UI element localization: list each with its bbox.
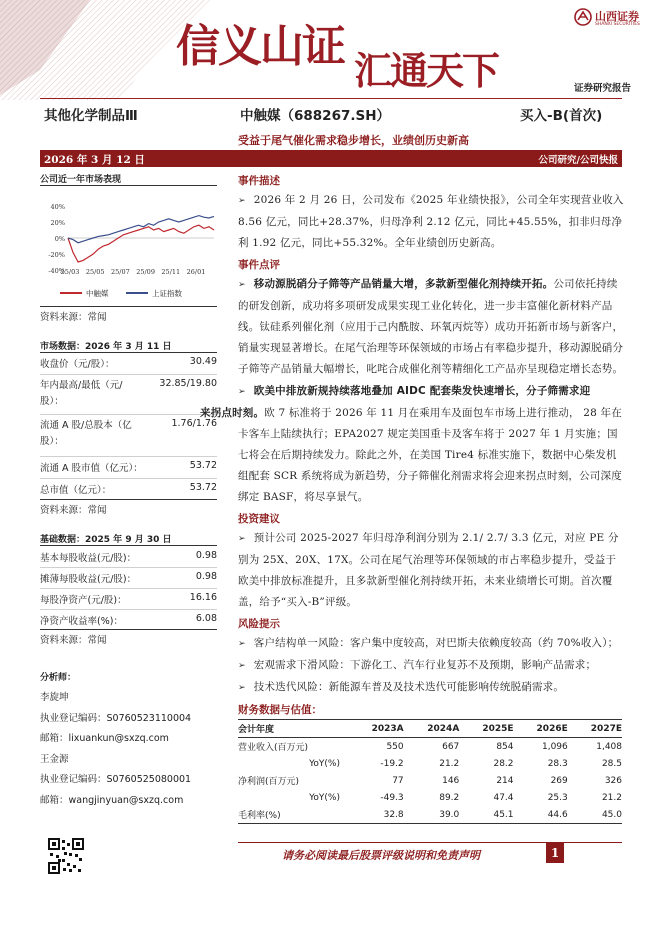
report-date: 2026 年 3 月 12 日 xyxy=(44,154,145,166)
divider xyxy=(40,374,217,375)
market-key: 流通 A 股市值（亿元）： xyxy=(40,463,143,474)
fin-table xyxy=(238,719,622,824)
fin-cell: 854 xyxy=(496,741,514,752)
basic-row xyxy=(40,571,217,585)
basic-bottom-rule xyxy=(40,629,217,630)
y-tick-label: -40% xyxy=(48,267,65,275)
risk-item xyxy=(238,655,626,677)
basic-value: 0.98 xyxy=(195,571,217,582)
slogan-char: 证 xyxy=(302,21,344,72)
footer-disclaimer: 请务必阅读最后股票评级说明和免责声明 xyxy=(282,849,480,862)
analyst-cert: 执业登记编码：S0760523110004 xyxy=(40,712,192,724)
comment-2-heading: 欧美中排放新规持续落地叠加 AIDC 配套柴发快速增长，分子筛需求迎 xyxy=(253,385,591,397)
fin-cell: 21.2 xyxy=(439,758,460,769)
comment-paragraph-1 xyxy=(238,274,626,380)
page-number: 1 xyxy=(546,843,564,863)
x-tick-label: 25/09 xyxy=(136,268,155,276)
fin-cell: 39.0 xyxy=(439,809,460,820)
series-line-中触媒 xyxy=(68,225,214,262)
bullet-icon: ➢ xyxy=(238,661,246,671)
slogan-char: 天 xyxy=(426,49,463,93)
analyst-list xyxy=(40,688,191,811)
slogan-char: 信 xyxy=(176,21,218,72)
header-rule xyxy=(40,98,622,99)
market-key: 年内最高/最低（元/ xyxy=(40,380,123,391)
fin-cell: 269 xyxy=(550,775,568,786)
x-tick-label: 25/03 xyxy=(60,268,80,276)
comment-1-heading: 移动源脱硝分子筛等产品销量大增，多款新型催化剂持续开拓。 xyxy=(253,278,554,290)
basic-source: 资料来源：常闻 xyxy=(40,635,107,646)
brand-logo-icon xyxy=(574,8,592,26)
date-bar xyxy=(40,150,622,167)
fin-row-label: YoY(%) xyxy=(309,792,340,803)
basic-row xyxy=(40,550,217,564)
perf-title: 公司近一年市场表现 xyxy=(40,175,122,185)
divider xyxy=(40,456,217,457)
stock-name: 中触媒（688267.SH） xyxy=(240,108,391,124)
fin-cell: 214 xyxy=(496,775,514,786)
fin-row xyxy=(238,789,622,806)
fin-header-row xyxy=(238,720,622,738)
x-tick-label: 25/07 xyxy=(111,268,130,276)
y-tick-label: -20% xyxy=(48,251,65,259)
comment-title: 事件点评 xyxy=(238,259,280,271)
fin-cell: -19.2 xyxy=(380,758,404,769)
market-value: 53.72 xyxy=(189,460,217,471)
fin-cell: 1,096 xyxy=(541,741,568,752)
fin-header-cell: 2025E xyxy=(459,720,513,738)
comment-2-heading-cont: 来拐点时刻。 xyxy=(200,407,265,419)
fin-cell: 28.2 xyxy=(493,758,514,769)
market-row xyxy=(40,356,217,376)
basic-key: 每股净资产(元/股)： xyxy=(40,595,127,606)
divider xyxy=(40,609,217,610)
fin-cell: 1,408 xyxy=(596,741,622,752)
invest-paragraph xyxy=(238,528,626,613)
analyst-cert: 执业登记编码：S0760525080001 xyxy=(40,774,192,785)
event-paragraph xyxy=(238,190,626,254)
analyst-email[interactable]: 邮箱：wangjinyuan@sxzq.com xyxy=(40,794,184,806)
comment-1-text: 公司依托持续的研发创新，成功将多项研发成果实现工业化转化，进一步丰富催化新材料产品线。钛硅系列催化剂（应用于己内酰胺、环氧丙烷等）成功开拓新市场与新客户，销量实现显著增长。在尾气治理等环保领域的市场占有率稳步提升，移动源脱硝分子筛等产品销量大幅增长，叱咤合成催化剂等精细化工产品亦呈现稳定增长态势。 xyxy=(238,278,624,375)
bullet-icon: ➢ xyxy=(238,534,246,544)
fin-header-cell: 会计年度 xyxy=(238,720,348,738)
bullet-icon: ➢ xyxy=(238,683,246,693)
analyst-title: 分析师： xyxy=(40,673,77,683)
market-key: 流通 A 股/总股本（亿 xyxy=(40,420,132,431)
market-value: 1.76/1.76 xyxy=(171,418,217,429)
fin-cell: 146 xyxy=(442,775,460,786)
market-value: 30.49 xyxy=(189,356,217,367)
basic-table xyxy=(40,545,217,633)
bullet-icon: ➢ xyxy=(238,387,246,397)
invest-title: 投资建议 xyxy=(238,513,280,525)
basic-value: 0.98 xyxy=(195,550,217,561)
slogan-char: 山 xyxy=(260,21,302,72)
slogan-char: 通 xyxy=(390,49,427,93)
risk-item xyxy=(238,633,626,655)
basic-value: 6.08 xyxy=(195,613,217,624)
footer-rule xyxy=(238,842,622,843)
divider xyxy=(40,567,217,568)
y-tick-label: 40% xyxy=(50,203,65,211)
fin-header-cell: 2027E xyxy=(568,720,622,738)
y-tick-label: 20% xyxy=(50,219,65,227)
bullet-icon: ➢ xyxy=(238,639,246,649)
fin-row-label: YoY(%) xyxy=(309,758,340,769)
market-key-cont: 股）： xyxy=(40,436,64,447)
fin-cell: 32.8 xyxy=(383,809,404,820)
bullet-icon: ➢ xyxy=(238,280,246,290)
divider xyxy=(40,588,217,589)
market-title: 市场数据：2026 年 3 月 11 日 xyxy=(40,342,172,352)
fin-row-label: 毛利率(%) xyxy=(238,811,281,821)
comment-2-text-cont: 28 年在卡客车上陆续执行；EPA2027 规定美国重卡及客车将于 2027 年 1 月实施；国七将会在后期持续发力。除此之外，在美国 Tire4 标准实施下，数据中心柴发机组配套 SCR 系统将成为新趋势，分子筛催化剂需求将会迎来拐点时刻，公司深度绑定 BASF，将尽享景气。 xyxy=(238,407,622,503)
divider xyxy=(40,478,217,479)
header-banner xyxy=(0,0,662,100)
rating: 买入-B(首次) xyxy=(520,108,603,124)
basic-key: 基本每股收益(元/股)： xyxy=(40,553,137,564)
brand-name-en: SHANXI SECURITIES xyxy=(595,22,640,27)
fin-cell: 47.4 xyxy=(493,792,514,803)
market-key: 总市值（亿元）： xyxy=(40,485,112,496)
brand-name: 山西证券 xyxy=(595,10,639,23)
fin-cell: 21.2 xyxy=(601,792,622,803)
analyst-name: 李旋坤 xyxy=(40,692,69,703)
bullet-icon: ➢ xyxy=(238,196,246,206)
fin-cell: 550 xyxy=(386,741,404,752)
fin-header-cell: 2024A xyxy=(404,720,460,738)
divider xyxy=(40,414,217,415)
risk-text: 宏观需求下滑风险：下游化工、汽车行业复苏不及预期，影响产品需求； xyxy=(253,659,597,671)
event-title: 事件描述 xyxy=(238,175,280,187)
x-tick-label: 25/05 xyxy=(85,268,105,276)
fin-row xyxy=(238,772,622,789)
report-type: 证券研究报告 xyxy=(574,83,632,94)
market-value: 32.85/19.80 xyxy=(159,378,217,389)
x-tick-label: 25/11 xyxy=(161,268,181,276)
fin-title: 财务数据与估值： xyxy=(238,704,322,716)
market-bottom-rule xyxy=(40,499,217,500)
legend-label: 中触媒 xyxy=(86,289,109,298)
basic-key: 净资产收益率(%)： xyxy=(40,616,123,627)
fin-header-cell: 2023A xyxy=(348,720,404,738)
fin-cell: -49.3 xyxy=(380,792,404,803)
invest-text: 预计公司 2025-2027 年归母净利润分别为 2.1/ 2.7/ 3.3 亿元，对应 PE 分别为 25X、20X、17X。公司在尾气治理等环保领域的市占率稳步提升，受益于欧美中排放标准提升，且多款新型催化剂持续开拓，未来业绩增长可期。首次覆盖，给予“买入-B”评级。 xyxy=(238,532,619,608)
report-category: 公司研究/公司快报 xyxy=(538,155,618,166)
market-row xyxy=(40,460,217,480)
y-tick-label: 0% xyxy=(54,235,65,243)
comment-2-text: 欧 7 标准将于 2026 年 11 月在乘用车及面包车市场上进行推动， xyxy=(264,407,580,419)
basic-row xyxy=(40,592,217,606)
risk-text: 技术迭代风险：新能源车普及及技术迭代可能影响传统脱硝需求。 xyxy=(253,681,565,693)
perf-title-rule xyxy=(40,185,217,186)
fin-cell: 667 xyxy=(442,741,460,752)
market-source: 资料来源：常闻 xyxy=(40,505,107,516)
basic-key: 摊薄每股收益(元/股)： xyxy=(40,574,137,585)
market-key-cont: 股）： xyxy=(40,396,64,407)
perf-source: 资料来源：常闻 xyxy=(40,312,107,323)
basic-row xyxy=(40,613,217,627)
brand-logo xyxy=(574,6,654,32)
x-tick-label: 26/01 xyxy=(186,268,206,276)
fin-row-label: 净利润(百万元) xyxy=(238,777,300,787)
analyst-email[interactable]: 邮箱：lixuankun@sxzq.com xyxy=(40,733,169,744)
risk-title: 风险提示 xyxy=(238,618,280,630)
fin-row xyxy=(238,755,622,772)
fin-cell: 89.2 xyxy=(439,792,460,803)
fin-cell: 25.3 xyxy=(547,792,568,803)
industry-name: 其他化学制品Ⅲ xyxy=(44,108,138,124)
basic-value: 16.16 xyxy=(189,592,217,603)
analyst-name: 王金源 xyxy=(40,753,69,765)
market-row xyxy=(40,378,217,414)
market-key: 收盘价（元/股）： xyxy=(40,359,115,370)
fin-cell: 28.5 xyxy=(601,758,622,769)
fin-cell: 326 xyxy=(604,775,622,786)
fin-cell: 44.6 xyxy=(547,809,568,820)
risk-item xyxy=(238,677,626,699)
slogan-char: 下 xyxy=(462,49,499,93)
slogan-char: 汇 xyxy=(354,49,391,93)
risk-text: 客户结构单一风险：客户集中度较高，对巴斯夫依赖度较高（约 70%收入）； xyxy=(253,637,619,649)
fin-row xyxy=(238,806,622,824)
fin-cell: 45.1 xyxy=(493,809,514,820)
chart-bottom-rule xyxy=(40,306,217,307)
fin-row xyxy=(238,738,622,756)
event-text: 2026 年 2 月 26 日，公司发布《2025 年业绩快报》，公司全年实现营业收入 8.56 亿元，同比+28.37%，归母净利 2.12 亿元，同比+45.55%，扣非归母净利 1.92 亿元，同比+55.32%。全年业绩创历史新高。 xyxy=(238,194,624,249)
market-row xyxy=(40,418,217,454)
fin-row-label: 营业收入(百万元) xyxy=(238,743,309,753)
basic-title: 基础数据：2025 年 9 月 30 日 xyxy=(40,535,172,545)
market-value: 53.72 xyxy=(189,482,217,493)
qr-code-icon xyxy=(48,838,84,874)
fin-cell: 28.3 xyxy=(547,758,568,769)
slogan-char: 义 xyxy=(218,21,260,72)
legend-label: 上证指数 xyxy=(152,289,182,298)
fin-header-cell: 2026E xyxy=(514,720,568,738)
headline: 受益于尾气催化需求稳步增长，业绩创历史新高 xyxy=(238,134,469,147)
fin-cell: 45.0 xyxy=(601,809,622,820)
fin-cell: 77 xyxy=(392,775,404,786)
perf-chart xyxy=(40,196,217,306)
